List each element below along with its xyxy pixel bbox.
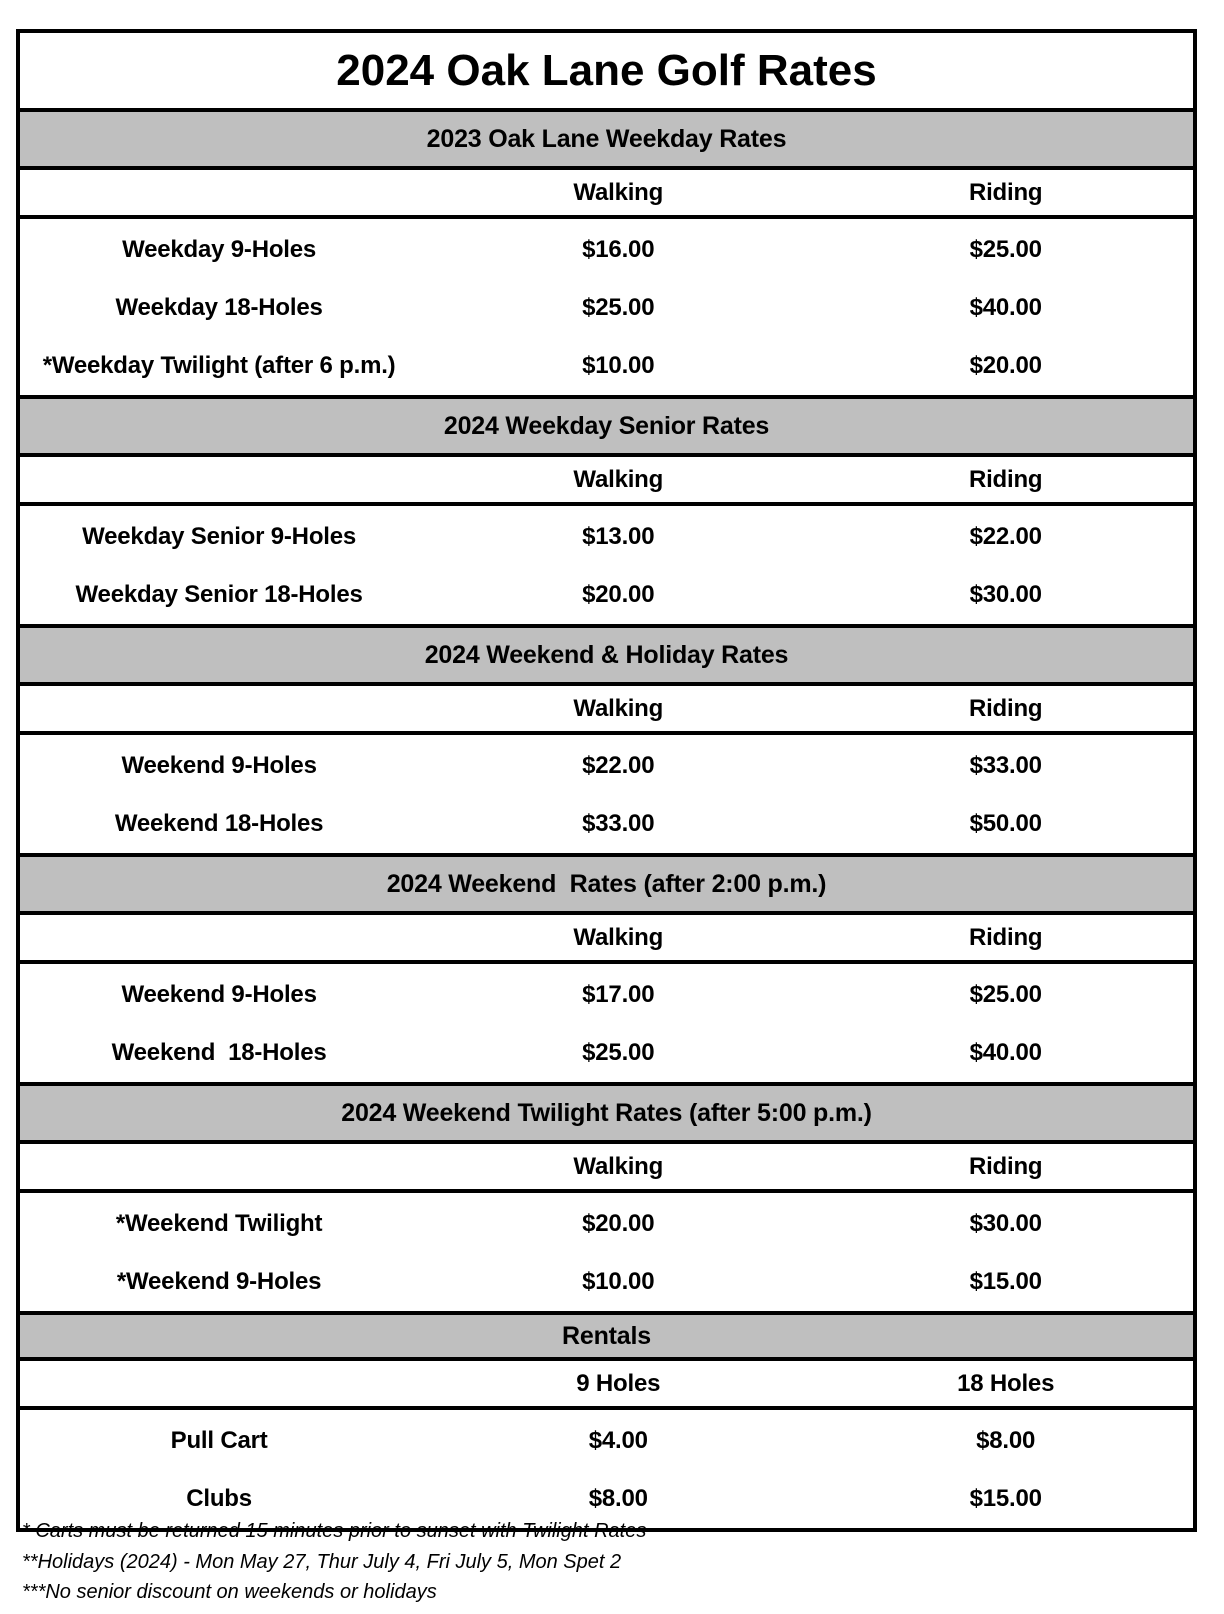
footnote-holidays: **Holidays (2024) - Mon May 27, Thur July 4, Fri July 5, Mon Spet 2 [22,1550,622,1573]
rate-label: Weekday 18-Holes [115,294,323,321]
walking-price: $17.00 [582,981,655,1008]
table-row [18,1191,1195,1253]
blank-header-cell [18,913,418,962]
title-row [18,31,1195,110]
walking-price: $33.00 [582,810,655,837]
column-header-walking: Walking [418,913,818,962]
riding-price: $30.00 [969,1210,1042,1237]
nine-hole-price: $4.00 [588,1427,648,1454]
walking-price: $22.00 [582,752,655,779]
walking-price: $16.00 [582,236,655,263]
column-header-row [18,913,1195,962]
footnote-carts: * Carts must be returned 15 minutes prior to sunset with Twilight Rates [22,1520,647,1542]
footnotes [22,1516,646,1608]
rate-sheet [16,29,1197,1532]
walking-price: $10.00 [582,1268,655,1295]
rate-label: Weekend 18-Holes [114,810,324,837]
column-header-riding: Riding [818,455,1195,504]
column-header-row [18,455,1195,504]
rental-label: Pull Cart [170,1427,268,1454]
riding-price: $33.00 [969,752,1042,779]
rates-table [16,29,1197,1532]
section-heading-rentals [18,1313,1195,1359]
section-heading-senior [18,397,1195,455]
page-title: 2024 Oak Lane Golf Rates [18,31,1195,110]
section-title: 2023 Oak Lane Weekday Rates [18,110,1195,168]
table-row [18,795,1195,855]
footnote-senior: ***No senior discount on weekends or holidays [22,1581,437,1603]
section-heading-weekday [18,110,1195,168]
walking-price: $13.00 [582,523,655,550]
blank-header-cell [18,168,418,217]
section-heading-weekend-afternoon [18,855,1195,913]
section-title: 2024 Weekend Twilight Rates (after 5:00 p.m.) [18,1084,1195,1142]
column-header-riding: Riding [818,168,1195,217]
table-row [18,1024,1195,1084]
table-row [18,962,1195,1024]
section-title: 2024 Weekend Rates (after 2:00 p.m.) [18,855,1195,913]
column-header-row [18,684,1195,733]
column-header-walking: Walking [418,1142,818,1191]
column-header-walking: Walking [418,455,818,504]
table-row [18,1408,1195,1470]
section-title: 2024 Weekday Senior Rates [18,397,1195,455]
blank-header-cell [18,1359,418,1408]
column-header-row [18,1359,1195,1408]
walking-price: $10.00 [582,352,655,379]
riding-price: $40.00 [969,294,1042,321]
eighteen-hole-price: $8.00 [976,1427,1036,1454]
rate-label: *Weekday Twilight (after 6 p.m.) [42,352,396,379]
walking-price: $20.00 [582,581,655,608]
section-title: 2024 Weekend & Holiday Rates [18,626,1195,684]
rate-label: *Weekend Twilight [115,1210,323,1237]
column-header-row [18,1142,1195,1191]
riding-price: $25.00 [969,236,1042,263]
riding-price: $50.00 [969,810,1042,837]
table-row [18,504,1195,566]
rate-label: Weekday Senior 18-Holes [75,581,363,608]
column-header-riding: Riding [818,1142,1195,1191]
rate-label: Weekend 18-Holes [111,1039,327,1066]
table-row [18,337,1195,397]
walking-price: $25.00 [582,294,655,321]
table-row [18,566,1195,626]
riding-price: $22.00 [969,523,1042,550]
column-header-18-holes: 18 Holes [818,1359,1195,1408]
section-title: Rentals [18,1313,1195,1359]
column-header-riding: Riding [818,684,1195,733]
rate-label: Weekend 9-Holes [121,752,317,779]
nine-hole-price: $8.00 [588,1485,648,1512]
section-heading-weekend-holiday [18,626,1195,684]
rate-label: *Weekend 9-Holes [116,1268,322,1295]
table-row [18,279,1195,337]
riding-price: $30.00 [969,581,1042,608]
table-row [18,733,1195,795]
riding-price: $15.00 [969,1268,1042,1295]
blank-header-cell [18,684,418,733]
column-header-walking: Walking [418,684,818,733]
rental-label: Clubs [186,1485,252,1512]
column-header-9-holes: 9 Holes [418,1359,818,1408]
table-row [18,217,1195,279]
rate-label: Weekday 9-Holes [122,236,317,263]
blank-header-cell [18,455,418,504]
rate-label: Weekday Senior 9-Holes [82,523,357,550]
riding-price: $20.00 [969,352,1042,379]
column-header-row [18,168,1195,217]
riding-price: $25.00 [969,981,1042,1008]
column-header-walking: Walking [418,168,818,217]
rate-label: Weekend 9-Holes [121,981,317,1008]
riding-price: $40.00 [969,1039,1042,1066]
walking-price: $25.00 [582,1039,655,1066]
eighteen-hole-price: $15.00 [969,1485,1042,1512]
table-row [18,1253,1195,1313]
walking-price: $20.00 [582,1210,655,1237]
section-heading-weekend-twilight [18,1084,1195,1142]
column-header-riding: Riding [818,913,1195,962]
blank-header-cell [18,1142,418,1191]
